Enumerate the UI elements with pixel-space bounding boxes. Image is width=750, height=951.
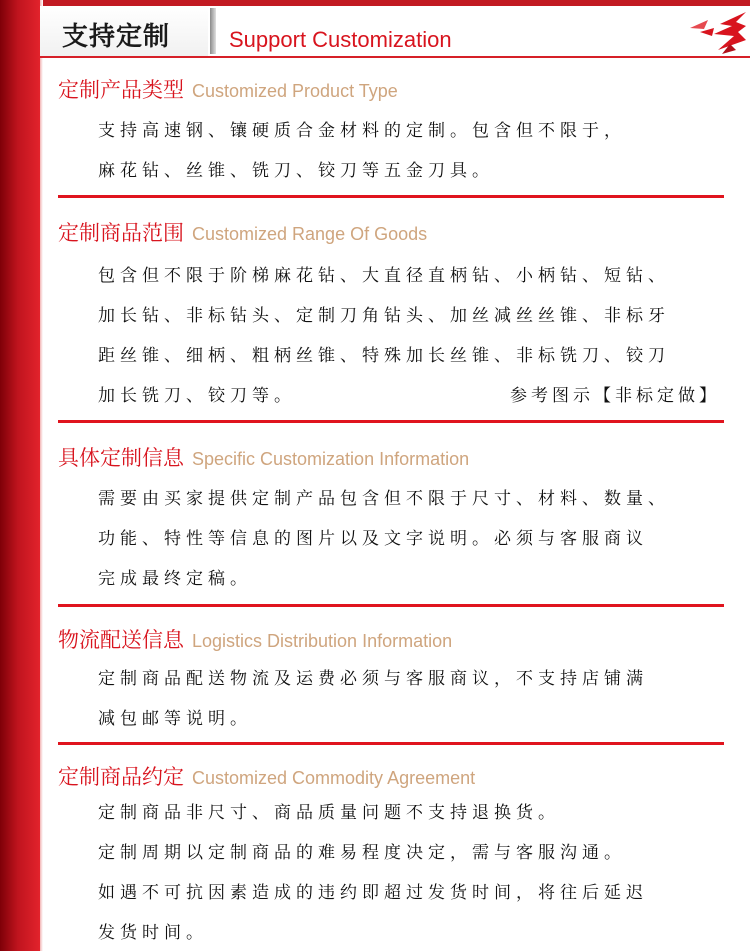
section-title-zh: 定制商品范围 — [58, 221, 184, 245]
section-title-zh: 具体定制信息 — [58, 446, 184, 470]
section-title-en: Logistics Distribution Information — [192, 631, 453, 651]
header-title-zh: 支持定制 — [62, 22, 171, 52]
section-range-of-goods — [58, 217, 724, 407]
section-agreement — [58, 761, 724, 946]
section-title-en: Customized Commodity Agreement — [192, 768, 476, 788]
section-text-line: 如遇不可抗因素造成的违约即超过发货时间，将往后延迟 — [98, 883, 648, 903]
section-text-line: 加长钻、非标钻头、定制刀角钻头、加丝减丝丝锥、非标牙 — [98, 306, 670, 326]
header-title-box — [40, 6, 208, 56]
section-divider — [58, 742, 724, 745]
header-title-en: Support Customization — [229, 27, 452, 52]
section-divider — [58, 195, 724, 198]
reference-note: 参考图示【非标定做】 — [510, 386, 720, 406]
section-text-line: 定制周期以定制商品的难易程度决定，需与客服沟通。 — [98, 843, 626, 863]
section-title — [58, 761, 475, 791]
section-divider — [58, 420, 724, 423]
section-text-line: 定制商品配送物流及运费必须与客服商议，不支持店铺满 — [98, 669, 648, 689]
header-divider — [210, 8, 216, 54]
section-title-zh: 物流配送信息 — [58, 628, 184, 652]
section-title — [58, 624, 452, 654]
section-text-line: 完成最终定稿。 — [98, 569, 252, 589]
section-title-en: Customized Range Of Goods — [192, 224, 428, 244]
section-title-en: Customized Product Type — [192, 81, 398, 101]
section-divider — [58, 604, 724, 607]
section-title — [58, 442, 469, 472]
section-product-type — [58, 74, 724, 194]
section-title-zh: 定制商品约定 — [58, 765, 184, 789]
section-text-line: 包含但不限于阶梯麻花钻、大直径直柄钻、小柄钻、短钻、 — [98, 266, 670, 286]
section-logistics — [58, 624, 724, 734]
left-bar-highlight — [40, 0, 43, 951]
section-title — [58, 217, 427, 247]
section-text-line: 发货时间。 — [98, 923, 208, 943]
section-title-en: Specific Customization Information — [192, 449, 470, 469]
section-text-line: 定制商品非尺寸、商品质量问题不支持退换货。 — [98, 803, 560, 823]
page-header — [40, 6, 750, 58]
section-text-line: 距丝锥、细柄、粗柄丝锥、特殊加长丝锥、非标铣刀、铰刀 — [98, 346, 670, 366]
section-text-line: 麻花钻、丝锥、铣刀、铰刀等五金刀具。 — [98, 161, 494, 181]
section-text-line: 支持高速钢、镶硬质合金材料的定制。包含但不限于， — [98, 121, 626, 141]
section-text-line: 减包邮等说明。 — [98, 709, 252, 729]
section-title-zh: 定制产品类型 — [58, 78, 184, 102]
section-text-line: 需要由买家提供定制产品包含但不限于尺寸、材料、数量、 — [98, 489, 670, 509]
section-text-line: 功能、特性等信息的图片以及文字说明。必须与客服商议 — [98, 529, 648, 549]
left-decorative-bar — [0, 0, 40, 951]
section-title — [58, 74, 398, 104]
section-customization-info — [58, 442, 724, 592]
red-star-emblem-icon — [674, 10, 748, 56]
section-text-line: 加长铣刀、铰刀等。 — [98, 386, 296, 406]
